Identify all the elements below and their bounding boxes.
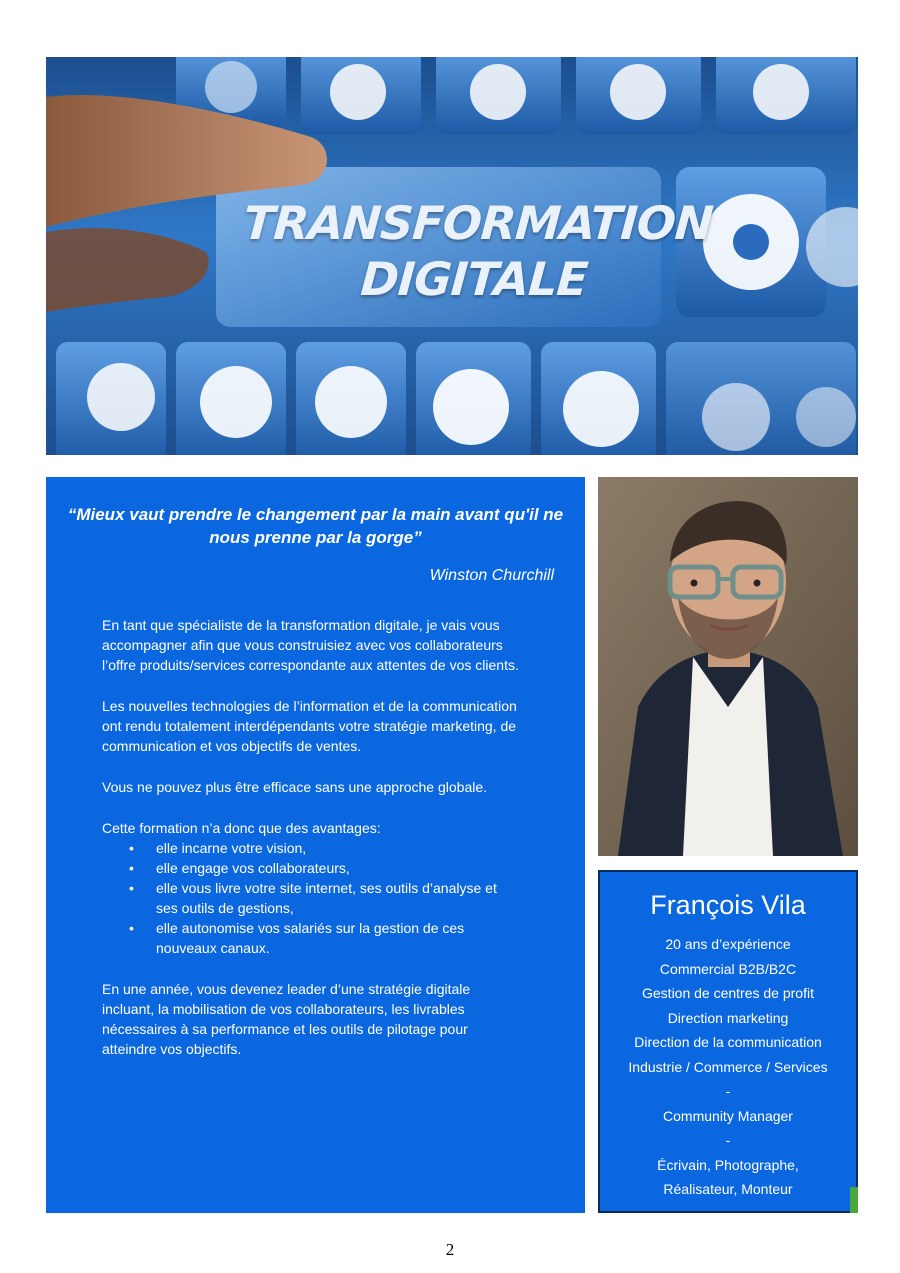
hero-banner-image bbox=[46, 57, 858, 455]
list-item bbox=[129, 878, 522, 918]
paragraph-4: En une année, vous devenez leader d’une stratégie digitale incluant, la mobilisation de vos collaborateurs, les livrables nécessaires à sa performance et les outils de pilotage pour atteindre vos objectifs. bbox=[102, 981, 471, 1057]
profile-line: Industrie / Commerce / Services bbox=[628, 1058, 828, 1075]
hero-title-line1: TRANSFORMATION bbox=[241, 196, 715, 250]
quote-author: Winston Churchill bbox=[429, 567, 554, 584]
list-intro: Cette formation n’a donc que des avantages: bbox=[102, 820, 381, 836]
portrait-photo bbox=[598, 477, 858, 856]
profile-line: Réalisateur, Monteur bbox=[663, 1181, 793, 1197]
content-panel bbox=[46, 477, 585, 1213]
advantages-list bbox=[102, 838, 522, 958]
profile-name: François Vila bbox=[650, 890, 806, 920]
list-item-text: elle engage vos collaborateurs, bbox=[156, 860, 350, 876]
list-item bbox=[129, 858, 522, 878]
profile-line: Écrivain, Photographe, bbox=[657, 1156, 799, 1173]
list-item bbox=[129, 918, 522, 958]
page-number: 2 bbox=[445, 1240, 455, 1259]
profile-separator: - bbox=[725, 1083, 731, 1099]
hero-title bbox=[232, 195, 720, 307]
profile-card bbox=[598, 870, 858, 1213]
quote-text: “Mieux vaut prendre le changement par la main avant qu'il ne nous prenne par la gorge” bbox=[67, 505, 564, 547]
portrait-illustration bbox=[598, 477, 858, 856]
list-item-text: elle incarne votre vision, bbox=[156, 840, 307, 856]
bottom-key-row bbox=[56, 342, 856, 455]
profile-line: Direction marketing bbox=[667, 1009, 789, 1026]
body-text bbox=[102, 615, 522, 1080]
top-key-row bbox=[176, 57, 856, 134]
profile-line: Commercial B2B/B2C bbox=[659, 960, 797, 977]
bullet-icon: • bbox=[129, 920, 134, 936]
bullet-icon: • bbox=[129, 840, 134, 856]
profile-separator: - bbox=[725, 1132, 731, 1148]
profile-line: Direction de la communication bbox=[634, 1034, 822, 1050]
card-accent-corner bbox=[850, 1187, 858, 1213]
bullet-icon: • bbox=[129, 880, 134, 896]
paragraph-2: Les nouvelles technologies de l’information et de la communication ont rendu totalement interdépendants votre stratégie marketing, de communication et vos objectifs de ventes. bbox=[102, 698, 517, 754]
profile-line: 20 ans d’expérience bbox=[665, 936, 791, 952]
hero-title-line2: DIGITALE bbox=[358, 252, 590, 306]
profile-line: Community Manager bbox=[663, 1107, 793, 1124]
list-item-text: elle autonomise vos salariés sur la gestion de ces nouveaux canaux. bbox=[156, 920, 465, 956]
paragraph-3: Vous ne pouvez plus être efficace sans une approche globale. bbox=[102, 779, 488, 795]
paragraph-1: En tant que spécialiste de la transformation digitale, je vais vous accompagner afin que vous construisiez avec vos collaborateurs l’offre produits/services correspondante aux attentes de vos clients. bbox=[102, 617, 519, 673]
profile-line: Gestion de centres de profit bbox=[642, 985, 814, 1001]
bullet-icon: • bbox=[129, 860, 134, 876]
list-item-text: elle vous livre votre site internet, ses outils d’analyse et ses outils de gestions, bbox=[156, 880, 497, 916]
list-item bbox=[129, 838, 522, 858]
